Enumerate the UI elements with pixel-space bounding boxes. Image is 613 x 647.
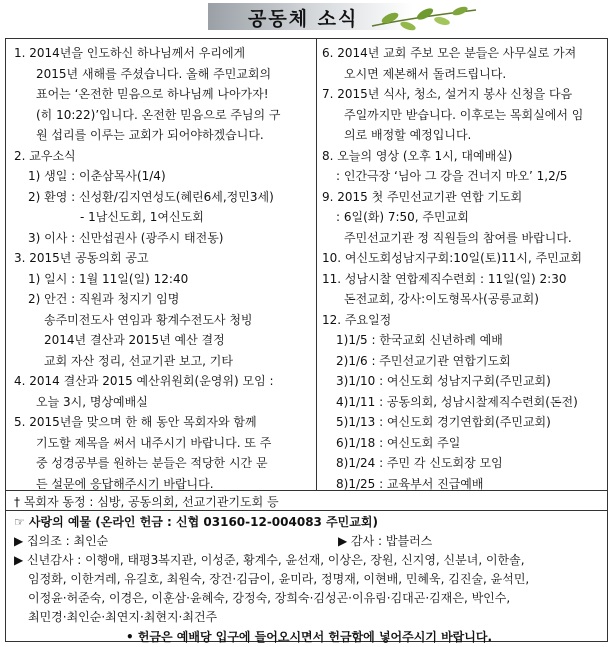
notice-line: 표어는 ‘온전한 믿음으로 하나님께 나아가자! bbox=[36, 87, 269, 101]
offering-heading: ☞ 사랑의 예물 (온라인 헌금 : 신협 03160-12-004083 주민교회) bbox=[14, 515, 378, 529]
leaf-decoration-icon bbox=[370, 4, 480, 34]
column-divider bbox=[316, 39, 317, 491]
page-header bbox=[0, 0, 613, 38]
right-notice-column bbox=[322, 43, 604, 494]
notice-line: 든 설문에 응답해주시기 바랍니다. bbox=[36, 476, 214, 491]
notice-line: : 6일(화) 7:50, 주민교회 bbox=[336, 210, 469, 224]
notice-line: 1. 2014년을 인도하신 하나님께서 우리에게 bbox=[14, 46, 246, 60]
notice-line: 4. 2014 결산과 2015 예산위원회(운영위) 모임 : bbox=[14, 374, 274, 388]
notice-line: 7. 2015년 식사, 청소, 설거지 봉사 신청을 다음 bbox=[322, 87, 573, 101]
page-title: 공동체 소식 bbox=[248, 8, 359, 30]
notice-line: 1)1/5 : 한국교회 신년하례 예배 bbox=[336, 333, 503, 347]
notice-line: 교회 자산 정리, 선교기관 보고, 기타 bbox=[44, 353, 233, 368]
notice-line: 송주미전도사 연임과 황계수전도사 청빙 bbox=[44, 312, 253, 327]
notice-line: : 인간극장 ‘님아 그 강을 건너지 마오’ 1,2/5 bbox=[336, 169, 568, 183]
notice-line: 2)1/6 : 주민선교기관 연합기도회 bbox=[336, 353, 511, 368]
notice-line: 5)1/13 : 여신도회 경기연합회(주민교회) bbox=[336, 415, 551, 429]
offering-section bbox=[14, 513, 604, 647]
notice-line: 8. 오늘의 영상 (오후 1시, 대예배실) bbox=[322, 148, 513, 163]
notice-line: 3) 이사 : 신만섭권사 (광주시 태전동) bbox=[28, 230, 224, 245]
notice-line: 6. 2014년 교회 주보 모은 분들은 사무실로 가져 bbox=[322, 46, 577, 60]
notice-line: 의로 배정할 예정입니다. bbox=[344, 128, 472, 142]
notice-line: 중 성경공부를 원하는 분들은 적당한 시간 문 bbox=[36, 456, 268, 470]
left-notice-column bbox=[14, 43, 312, 494]
notice-line: - 1남신도회, 1여신도회 bbox=[80, 210, 204, 224]
notice-line: 2) 안건 : 직원과 청지기 임명 bbox=[28, 292, 180, 306]
supporters-label: ▶ 신년감사 : 이행애, 태평3복지관, 이성준, 황계수, 윤선재, 이상은, 장원, 신지영, 신분녀, 이한솔, bbox=[14, 553, 525, 567]
notice-line: (히 10:22)’입니다. 온전한 믿음으로 주님의 구 bbox=[36, 107, 281, 122]
notice-line: 주일까지만 받습니다. 이후로는 목회실에서 임 bbox=[344, 107, 584, 122]
notice-line: 오시면 제본해서 돌려드립니다. bbox=[344, 66, 507, 81]
notice-line: 돈전교회, 강사:이도형목사(공릉교회) bbox=[344, 292, 539, 306]
supporters-line: 임정화, 이한겨레, 유길호, 최원숙, 장건·김금이, 윤미라, 정명재, 이현배, 민혜욱, 김진술, 윤석민, bbox=[28, 572, 530, 586]
notice-line: 3)1/10 : 여신도회 성남지구회(주민교회) bbox=[336, 374, 551, 388]
offering-closing-note: • 헌금은 예배당 입구에 들어오시면서 헌금함에 넣어주시기 바랍니다. bbox=[125, 630, 493, 644]
notice-line: 6)1/18 : 여신도회 주일 bbox=[336, 435, 461, 450]
notice-line: 9. 2015 첫 주민선교기관 연합 기도회 bbox=[322, 189, 523, 204]
notice-line: 오늘 3시, 명상예배실 bbox=[36, 394, 148, 409]
supporters-line: 최민경·최인순·최연지·최현지·최건주 bbox=[28, 610, 218, 624]
notice-box bbox=[5, 38, 608, 642]
notice-line: 2014년 결산과 2015년 예산 결정 bbox=[44, 333, 225, 347]
notice-line: 2) 환영 : 신성환/김지연성도(혜린6세,정민3세) bbox=[28, 189, 274, 204]
notice-line: 3. 2015년 공동의회 공고 bbox=[14, 251, 149, 265]
notice-line: 원 섭리를 이루는 교회가 되어야하겠습니다. bbox=[36, 128, 264, 142]
pastoral-activities: † 목회자 동정 : 심방, 공동의회, 선교기관기도회 등 bbox=[14, 495, 279, 509]
notice-line: 8)1/25 : 교육부서 진급예배 bbox=[336, 476, 484, 491]
notice-line: 2015년 새해를 주셨습니다. 올해 주민교회의 bbox=[36, 66, 272, 81]
notice-line: 10. 여신도회성남지구회:10일(토)11시, 주민교회 bbox=[322, 251, 582, 265]
notice-line: 8)1/24 : 주민 각 신도회장 모임 bbox=[336, 456, 503, 470]
notice-line: 12. 주요일정 bbox=[322, 312, 392, 327]
notice-line: 5. 2015년을 맞으며 한 해 동안 목회자와 함께 bbox=[14, 415, 257, 429]
notice-line: 기도할 제목을 써서 내주시기 바랍니다. 또 주 bbox=[36, 435, 272, 450]
notice-line: 1) 일시 : 1월 11일(일) 12:40 bbox=[28, 271, 189, 286]
notice-line: 11. 성남시찰 연합제직수련회 : 11일(일) 2:30 bbox=[322, 271, 567, 286]
treasurer-text: ▶ 집의조 : 최인순 bbox=[14, 534, 109, 548]
supporters-line: 이정윤·허준숙, 이경은, 이훈삼·윤혜숙, 강정숙, 장희숙·김성곤·이유림·김대곤·김재은, 박인수, bbox=[28, 591, 511, 605]
offering-roles bbox=[14, 532, 604, 551]
notice-line: 주민선교기관 정 직원들의 참여를 바랍니다. bbox=[344, 230, 572, 245]
notice-line: 2. 교우소식 bbox=[14, 148, 76, 163]
section-divider bbox=[6, 510, 607, 511]
auditor-text: ▶ 감사 : 밥블러스 bbox=[338, 534, 433, 548]
notice-line: 4)1/11 : 공동의회, 성남시찰제직수련회(돈전) bbox=[336, 394, 578, 409]
notice-line: 1) 생일 : 이춘삼목사(1/4) bbox=[28, 169, 166, 183]
